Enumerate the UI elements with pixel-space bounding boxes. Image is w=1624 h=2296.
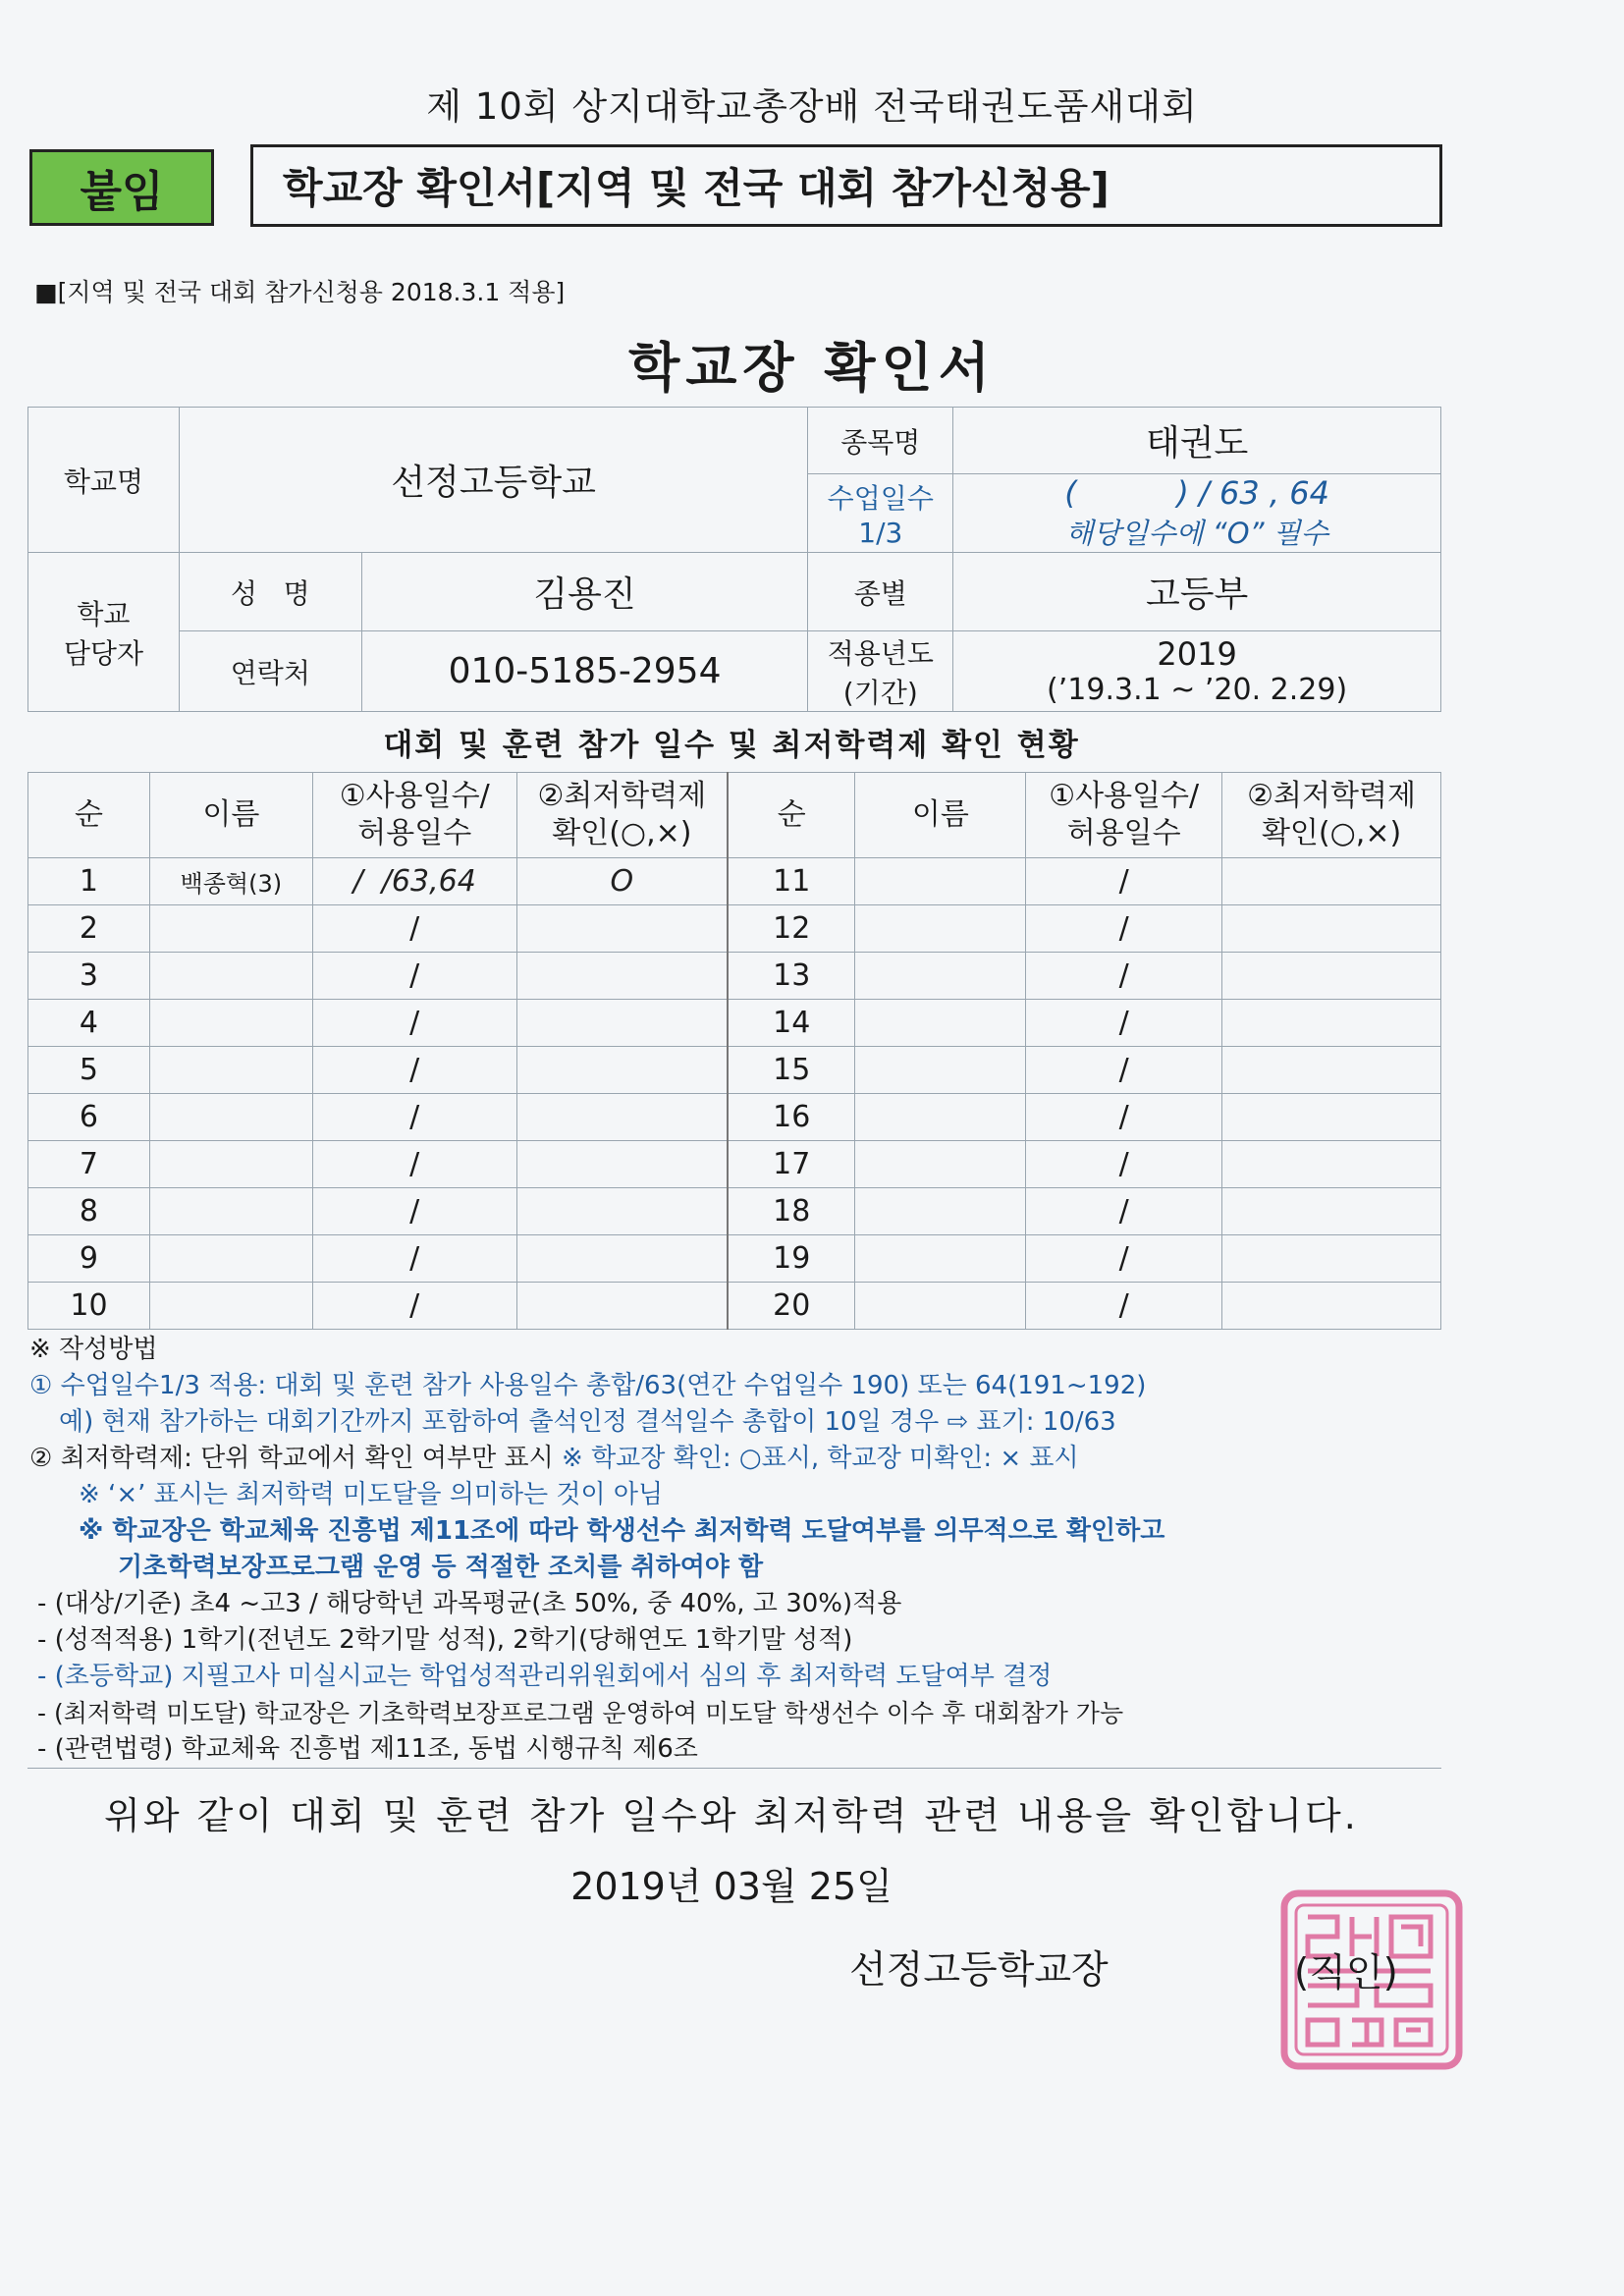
table-row (28, 1094, 1441, 1141)
name-label: 성 명 (179, 553, 361, 631)
detail-3: - (초등학교) 지필고사 미실시교는 학업성적관리위원회에서 심의 후 최저학력 도달여부 결정 (37, 1662, 1053, 1691)
notes-heading: ※ 작성방법 (29, 1335, 158, 1364)
row-name (149, 1047, 312, 1094)
row-min (516, 1141, 728, 1188)
row-days: / (312, 1283, 516, 1330)
form-title: 학교장 확인서[지역 및 전국 대회 참가신청용] (283, 164, 1110, 212)
document-title: 학교장 확인서 (628, 337, 996, 399)
form-subnote: ■[지역 및 전국 대회 참가신청용 2018.3.1 적용] (34, 278, 566, 306)
attachment-badge: 붙임 (29, 149, 214, 226)
row-min (516, 1094, 728, 1141)
row-days-right: / (1026, 1283, 1222, 1330)
issue-date: 2019년 03월 25일 (570, 1865, 893, 1908)
year-value-line2: (’19.3.1 ~ ’20. 2.29) (1047, 673, 1348, 707)
event-title: 제 10회 상지대학교총장배 전국태권도품새대회 (426, 85, 1198, 128)
row-no: 10 (28, 1283, 150, 1330)
header-days (312, 773, 516, 858)
note-2c: ※ 학교장은 학교체육 진흥법 제11조에 따라 학생선수 최저학력 도달여부를 의무적으로 확인하고 (79, 1516, 1165, 1546)
row-min (516, 1000, 728, 1047)
table-row (28, 905, 1441, 953)
row-name-right (855, 1047, 1026, 1094)
name-value: 김용진 (361, 553, 808, 631)
row-min-right (1222, 1141, 1441, 1188)
row-min-right (1222, 1000, 1441, 1047)
note-1b: 예) 현재 참가하는 대회기간까지 포함하여 출석인정 결석일수 총합이 10일 경우 ⇨ 표기: 10/63 (59, 1407, 1116, 1437)
school-name-label: 학교명 (28, 408, 180, 553)
note-2d: 기초학력보장프로그램 운영 등 적절한 조치를 취하여야 함 (118, 1553, 764, 1582)
row-no-right: 20 (728, 1283, 855, 1330)
manager-label-line2: 담당자 (63, 636, 143, 670)
row-min-right (1222, 1235, 1441, 1283)
note-2-marker: ② (29, 1444, 53, 1473)
table-header-row (28, 773, 1441, 858)
row-no-right: 19 (728, 1235, 855, 1283)
school-name: 선정고등학교 (179, 408, 807, 553)
row-no: 1 (28, 858, 150, 905)
row-name: 백종혁(3) (149, 858, 312, 905)
row-days: / (312, 1094, 516, 1141)
row-name (149, 1000, 312, 1047)
row-days-right: / (1026, 858, 1222, 905)
row-no: 5 (28, 1047, 150, 1094)
header-min-right (1222, 773, 1441, 858)
form-title-box (250, 144, 1442, 227)
row-no: 3 (28, 953, 150, 1000)
divider (27, 1768, 1441, 1769)
year-value-line1: 2019 (1157, 635, 1237, 673)
row-no-right: 16 (728, 1094, 855, 1141)
event-value: 태권도 (953, 408, 1441, 474)
detail-5: - (관련법령) 학교체육 진흥법 제11조, 동법 시행규칙 제6조 (37, 1734, 698, 1764)
row-min-right (1222, 1094, 1441, 1141)
header-min-line2: 확인(○,×) (552, 816, 692, 850)
note-2a (29, 1441, 1443, 1477)
principal-name: 선정고등학교장 (849, 1948, 1109, 1993)
row-no: 9 (28, 1235, 150, 1283)
row-days-right: / (1026, 1094, 1222, 1141)
row-name-right (855, 953, 1026, 1000)
detail-1: - (대상/기준) 초4 ~고3 / 해당학년 과목평균(초 50%, 중 40%, 고 30%)적용 (37, 1589, 902, 1618)
manager-label-line1: 학교 (77, 597, 131, 630)
row-days-right: / (1026, 905, 1222, 953)
row-name-right (855, 1000, 1026, 1047)
row-days: / (312, 953, 516, 1000)
row-min: O (516, 858, 728, 905)
row-no-right: 14 (728, 1000, 855, 1047)
row-name (149, 1188, 312, 1235)
note-2a-text: 최저학력제: 단위 학교에서 확인 여부만 표시 (60, 1444, 563, 1473)
row-days-right: / (1026, 1141, 1222, 1188)
row-min-right (1222, 1283, 1441, 1330)
year-value (953, 631, 1441, 712)
row-no: 8 (28, 1188, 150, 1235)
header-name: 이름 (149, 773, 312, 858)
class-days-label (808, 474, 953, 553)
row-min-right (1222, 858, 1441, 905)
row-name (149, 1141, 312, 1188)
row-min (516, 1047, 728, 1094)
row-no: 2 (28, 905, 150, 953)
row-no-right: 18 (728, 1188, 855, 1235)
header-no-right: 순 (728, 773, 855, 858)
row-days: / (312, 1000, 516, 1047)
row-min (516, 905, 728, 953)
table-row (28, 858, 1441, 905)
header-min-right-line1: ②최저학력제 (1247, 779, 1416, 813)
note-1a-text: 수업일수1/3 적용: 대회 및 훈련 참가 사용일수 총합/63(연간 수업일수 190) 또는 64(191~192) (60, 1371, 1147, 1400)
row-days-right: / (1026, 953, 1222, 1000)
header-min (516, 773, 728, 858)
row-days-right: / (1026, 1047, 1222, 1094)
year-label (808, 631, 953, 712)
row-no-right: 13 (728, 953, 855, 1000)
row-min (516, 1235, 728, 1283)
row-name-right (855, 1094, 1026, 1141)
row-days-right: / (1026, 1235, 1222, 1283)
row-name (149, 905, 312, 953)
row-days: / /63,64 (312, 858, 516, 905)
header-days-right-line2: 허용일수 (1066, 816, 1181, 850)
header-min-line1: ②최저학력제 (537, 779, 707, 813)
table-row (28, 953, 1441, 1000)
row-no: 4 (28, 1000, 150, 1047)
row-name (149, 1094, 312, 1141)
table-row (28, 1141, 1441, 1188)
class-days-value (953, 474, 1441, 553)
seal-label: (직인) (1294, 1951, 1398, 1995)
event-label: 종목명 (808, 408, 953, 474)
row-min (516, 1283, 728, 1330)
table-row (28, 1000, 1441, 1047)
table-row (28, 1235, 1441, 1283)
row-days: / (312, 1235, 516, 1283)
row-no: 6 (28, 1094, 150, 1141)
year-label-line1: 적용년도 (827, 636, 934, 670)
class-days-label-line1: 수업일수 (827, 482, 934, 515)
header-min-right-line2: 확인(○,×) (1261, 816, 1402, 850)
row-name-right (855, 858, 1026, 905)
row-min-right (1222, 1188, 1441, 1235)
row-days: / (312, 1188, 516, 1235)
row-min (516, 953, 728, 1000)
row-name (149, 953, 312, 1000)
row-name (149, 1235, 312, 1283)
note-2b: ※ ‘×’ 표시는 최저학력 미도달을 의미하는 것이 아님 (79, 1480, 664, 1509)
table-row (28, 1283, 1441, 1330)
row-name-right (855, 905, 1026, 953)
row-days: / (312, 905, 516, 953)
contact-label: 연락처 (179, 631, 361, 712)
note-1a (29, 1368, 1443, 1404)
row-days-right: / (1026, 1000, 1222, 1047)
row-name-right (855, 1188, 1026, 1235)
detail-4: - (최저학력 미도달) 학교장은 기초학력보장프로그램 운영하여 미도달 학생선수 이수 후 대회참가 가능 (37, 1699, 1124, 1727)
participation-table (27, 772, 1441, 1330)
notes-section (29, 1332, 1443, 1768)
row-name (149, 1283, 312, 1330)
header-no: 순 (28, 773, 150, 858)
row-name-right (855, 1235, 1026, 1283)
class-days-label-line2: 1/3 (858, 517, 903, 549)
row-name-right (855, 1283, 1026, 1330)
header-days-line1: ①사용일수/ (339, 779, 490, 813)
row-min-right (1222, 953, 1441, 1000)
contact-value: 010-5185-2954 (361, 631, 808, 712)
row-no-right: 12 (728, 905, 855, 953)
class-days-value-line1: ( ) / 63 , 64 (1064, 474, 1329, 512)
row-min-right (1222, 905, 1441, 953)
detail-2: - (성적적용) 1학기(전년도 2학기말 성적), 2학기(당해연도 1학기말 성적) (37, 1625, 853, 1655)
table-row (28, 1047, 1441, 1094)
row-no-right: 17 (728, 1141, 855, 1188)
confirmation-text: 위와 같이 대회 및 훈련 참가 일수와 최저학력 관련 내용을 확인합니다. (104, 1794, 1359, 1837)
year-label-line2: (기간) (842, 676, 918, 709)
row-no-right: 11 (728, 858, 855, 905)
row-min-right (1222, 1047, 1441, 1094)
row-no: 7 (28, 1141, 150, 1188)
row-days: / (312, 1141, 516, 1188)
category-label: 종별 (808, 553, 953, 631)
header-days-line2: 허용일수 (357, 816, 472, 850)
category-value: 고등부 (953, 553, 1441, 631)
class-days-value-line2: 해당일수에 “O” 필수 (1065, 517, 1328, 550)
row-days: / (312, 1047, 516, 1094)
row-min (516, 1188, 728, 1235)
section-title: 대회 및 훈련 참가 일수 및 최저학력제 확인 현황 (383, 728, 1080, 763)
header-days-right-line1: ①사용일수/ (1049, 779, 1200, 813)
row-no-right: 15 (728, 1047, 855, 1094)
table-row (28, 1188, 1441, 1235)
info-table (27, 407, 1441, 712)
note-1-marker: ① (29, 1371, 53, 1400)
header-days-right (1026, 773, 1222, 858)
row-days-right: / (1026, 1188, 1222, 1235)
note-2a-blue: ※ 학교장 확인: ○표시, 학교장 미확인: × 표시 (562, 1444, 1079, 1473)
row-name-right (855, 1141, 1026, 1188)
manager-label (28, 553, 180, 712)
header-name-right: 이름 (855, 773, 1026, 858)
